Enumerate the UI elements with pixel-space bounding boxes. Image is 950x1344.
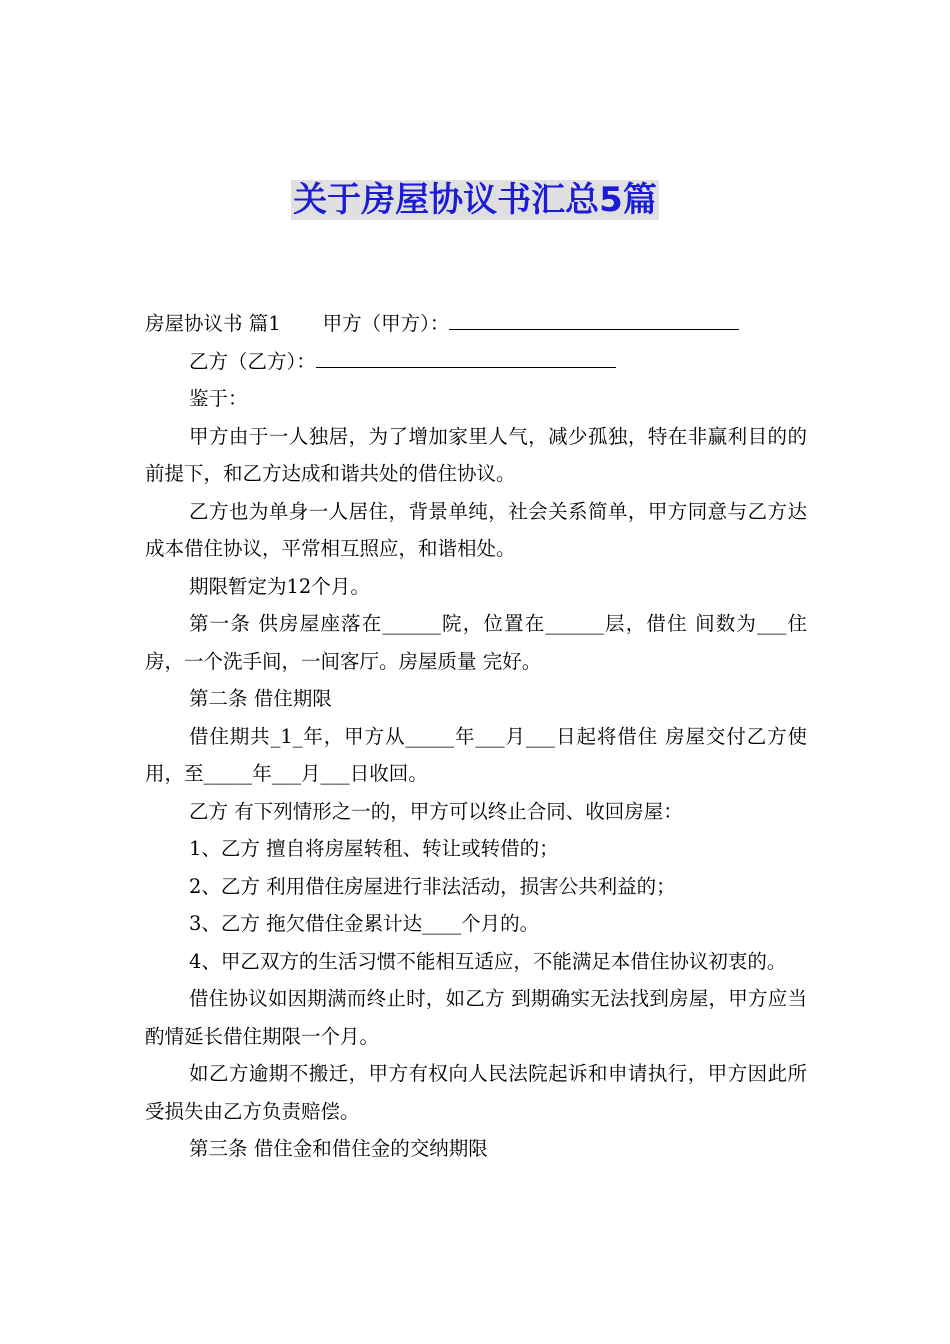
paragraph-purpose: 甲方由于一人独居，为了增加家里人气，减少孤独，特在非赢利目的的前提下，和乙方达成和谐共处的借住协议。 <box>145 424 807 485</box>
paragraph-whereas: 鉴于： <box>189 387 248 410</box>
party-a-blank <box>449 309 739 330</box>
paragraph-article-1: 第一条 供房屋座落在______院，位置在______层，借住 间数为___住房，一个洗手间，一间客厅。房屋质量 完好。 <box>145 612 807 673</box>
document-title <box>0 180 950 220</box>
header-line <box>145 305 807 343</box>
party-b-blank <box>316 346 616 367</box>
party-b-line <box>145 343 807 381</box>
section-label: 房屋协议书 篇1 <box>145 312 281 335</box>
paragraph-party-b-background: 乙方也为单身一人居住，背景单纯，社会关系简单，甲方同意与乙方达成本借住协议，平常相互照应，和谐相处。 <box>145 499 807 560</box>
list-item-2: 2、乙方 利用借住房屋进行非法活动，损害公共利益的； <box>189 874 676 898</box>
list-item-1: 1、乙方 擅自将房屋转租、转让或转借的； <box>189 837 559 860</box>
paragraph-article-3-heading: 第三条 借住金和借住金的交纳期限 <box>189 1137 488 1160</box>
paragraph-overdue-move: 如乙方逾期不搬迁，甲方有权向人民法院起诉和申请执行，甲方因此所受损失由乙方负责赔偿。 <box>145 1062 807 1123</box>
party-a-label: 甲方（甲方）： <box>322 312 450 335</box>
document-body <box>145 305 807 1168</box>
paragraph-expiry-extension: 借住协议如因期满而终止时，如乙方 到期确实无法找到房屋，甲方应当酌情延长借住期限一个月。 <box>145 987 807 1048</box>
list-item-3: 3、乙方 拖欠借住金累计达____个月的。 <box>189 912 540 935</box>
list-item-4: 4、甲乙双方的生活习惯不能相互适应，不能满足本借住协议初衷的。 <box>189 949 787 973</box>
document-title-text: 关于房屋协议书汇总5篇 <box>293 180 657 220</box>
paragraph-article-2-heading: 第二条 借住期限 <box>189 687 332 710</box>
party-b-label: 乙方（乙方）： <box>189 349 316 373</box>
paragraph-term: 期限暂定为12个月。 <box>189 574 370 598</box>
paragraph-termination-conditions: 乙方 有下列情形之一的，甲方可以终止合同、收回房屋： <box>189 799 683 823</box>
paragraph-loan-period: 借住期共_1_年，甲方从_____年___月___日起将借住 房屋交付乙方使用，至_____年___月___日收回。 <box>145 724 807 785</box>
